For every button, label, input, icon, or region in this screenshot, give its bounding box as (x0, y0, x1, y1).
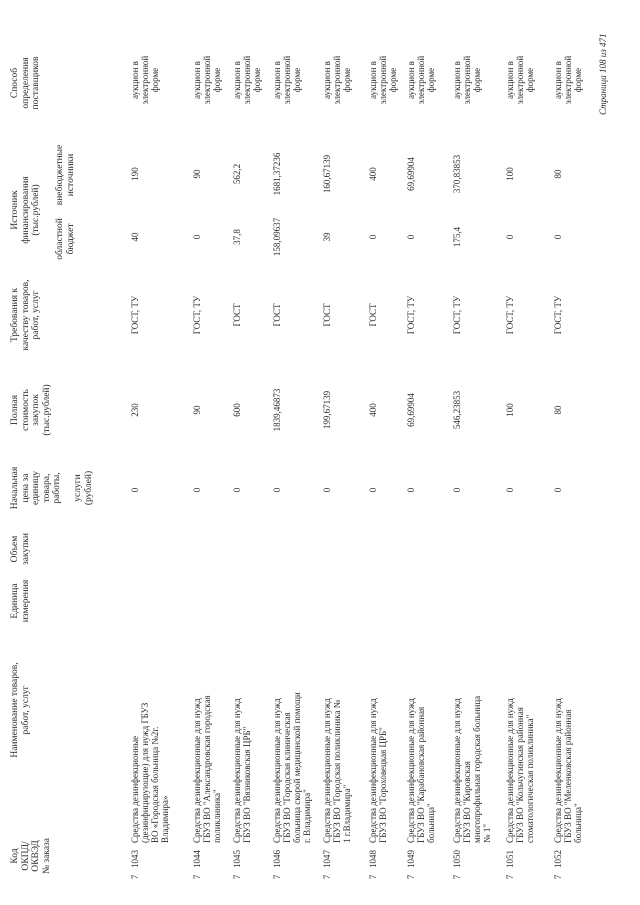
row-offbudget: 1681,37236 (272, 152, 282, 196)
row-offbudget: 562,2 (232, 163, 242, 185)
row-offbudget: 100 (505, 167, 515, 181)
row-method: аукцион в электронной форме (130, 55, 160, 105)
row-quality: ГОСТ, ТУ (505, 295, 515, 335)
row-quality: ГОСТ (272, 303, 282, 327)
header-total: Полная стоимость закупок (тыс.рублей) (10, 384, 52, 436)
row-price: 0 (406, 487, 416, 493)
row-number: 1049 (406, 850, 416, 868)
row-name: Средства дезинфекционные для нужд ГБУЗ ВО "Городская поликлиника № 1 г.Владимира" (322, 698, 352, 843)
row-number: 1044 (192, 850, 202, 868)
row-code: 7 (452, 874, 462, 880)
row-total: 600 (232, 403, 242, 417)
row-regional: 0 (505, 234, 515, 240)
header-code: Код ОКПД/ ОКВЭД № заказа (10, 837, 52, 875)
page-footer: Страница 108 из 471 (598, 33, 608, 115)
row-number: 1043 (130, 850, 140, 868)
row-code: 7 (322, 874, 332, 880)
row-name: Средства дезинфекционные для нужд ГБУЗ ВО "Городская клиническая больница скорой медицинской помощи г. Владимира" (272, 692, 312, 843)
row-total: 230 (130, 403, 140, 417)
row-regional: 39 (322, 232, 332, 242)
row-offbudget: 90 (192, 169, 202, 179)
row-method: аукцион в электронной форме (406, 55, 436, 105)
row-price: 0 (452, 487, 462, 493)
row-quality: ГОСТ, ТУ (406, 295, 416, 335)
row-number: 1051 (505, 850, 515, 868)
row-number: 1048 (368, 850, 378, 868)
row-total: 80 (553, 405, 563, 415)
row-quality: ГОСТ (232, 303, 242, 327)
row-total: 400 (368, 403, 378, 417)
header-quality: Требования к качеству товаров, работ, услуг (10, 279, 41, 351)
row-offbudget: 400 (368, 167, 378, 181)
row-offbudget: 80 (553, 169, 563, 179)
row-price: 0 (192, 487, 202, 493)
row-name: Средства дезинфекционные (дезинфицирующие) для нужд ГБУЗ ВО «Городская больница №2г. Владимира» (130, 702, 170, 843)
row-method: аукцион в электронной форме (232, 55, 262, 105)
row-total: 546,23853 (452, 390, 462, 430)
row-number: 1052 (553, 850, 563, 868)
row-code: 7 (553, 874, 563, 880)
row-quality: ГОСТ, ТУ (130, 295, 140, 335)
row-method: аукцион в электронной форме (368, 55, 398, 105)
row-regional: 158,09637 (272, 217, 282, 257)
row-total: 100 (505, 403, 515, 417)
row-code: 7 (505, 874, 515, 880)
row-quality: ГОСТ, ТУ (553, 295, 563, 335)
row-total: 90 (192, 405, 202, 415)
header-price: Начальная цена за единицу товара, работы, услуги (рублей) (10, 466, 94, 510)
row-regional: 37,8 (232, 229, 242, 245)
row-quality: ГОСТ (368, 303, 378, 327)
row-code: 7 (192, 874, 202, 880)
row-number: 1045 (232, 850, 242, 868)
row-number: 1046 (272, 850, 282, 868)
row-name: Средства дезинфекционные для нужд ГБУЗ ВО "Гороховецкая ЦРБ" (368, 698, 388, 843)
row-offbudget: 370,83853 (452, 154, 462, 194)
row-number: 1047 (322, 850, 332, 868)
row-code: 7 (272, 874, 282, 880)
row-name: Средства дезинфекционные для нужд ГБУЗ ВО "Меленковская районная больница" (553, 698, 583, 843)
row-name: Средства дезинфекционные для нужд ГБУЗ ВО "Кольчугинская районная стоматологическая поликлиника" (505, 698, 535, 843)
header-unit: Единица измерения (10, 579, 31, 623)
row-method: аукцион в электронной форме (322, 55, 352, 105)
row-method: аукцион в электронной форме (192, 55, 222, 105)
row-price: 0 (272, 487, 282, 493)
header-source-offbudget: внебюджетные источники (55, 144, 76, 206)
row-method: аукцион в электронной форме (272, 55, 302, 105)
row-total: 199,67139 (322, 390, 332, 430)
row-code: 7 (368, 874, 378, 880)
row-regional: 0 (406, 234, 416, 240)
row-total: 69,69904 (406, 393, 416, 427)
header-volume: Объем закупки (10, 533, 31, 565)
row-price: 0 (322, 487, 332, 493)
row-method: аукцион в электронной форме (452, 55, 482, 105)
row-code: 7 (130, 874, 140, 880)
header-source-regional: областной бюджет (55, 218, 76, 260)
row-name: Средства дезинфекционные для нужд ГБУЗ ВО "Кировская многопрофильная городская больница № 1" (452, 695, 492, 843)
row-price: 0 (232, 487, 242, 493)
row-regional: 0 (368, 234, 378, 240)
row-code: 7 (406, 874, 416, 880)
row-total: 1839,46873 (272, 388, 282, 432)
row-regional: 175,4 (452, 226, 462, 248)
row-price: 0 (368, 487, 378, 493)
header-name: Наименование товаров, работ, услуг (10, 662, 31, 758)
header-source: Источник финансирования (тыс.рублей) (10, 176, 41, 244)
row-number: 1050 (452, 850, 462, 868)
row-name: Средства дезинфекционные для нужд ГБУЗ ВО "Александровская городская поликлиника" (192, 695, 222, 843)
row-code: 7 (232, 874, 242, 880)
row-regional: 40 (130, 232, 140, 242)
row-offbudget: 190 (130, 167, 140, 181)
row-offbudget: 160,67139 (322, 154, 332, 194)
row-quality: ГОСТ, ТУ (452, 295, 462, 335)
row-regional: 0 (192, 234, 202, 240)
row-price: 0 (130, 487, 140, 493)
row-method: аукцион в электронной форме (553, 55, 583, 105)
row-method: аукцион в электронной форме (505, 55, 535, 105)
row-quality: ГОСТ, ТУ (192, 295, 202, 335)
row-price: 0 (505, 487, 515, 493)
row-name: Средства дезинфекционные для нужд ГБУЗ ВО "Вязниковская ЦРБ" (232, 698, 252, 843)
header-method: Способ определения поставщиков (10, 56, 41, 110)
row-regional: 0 (553, 234, 563, 240)
row-offbudget: 69,69904 (406, 157, 416, 191)
row-quality: ГОСТ (322, 303, 332, 327)
row-name: Средства дезинфекционные для нужд ГБУЗ ВО "Карабановская районная больница" (406, 698, 436, 843)
row-price: 0 (553, 487, 563, 493)
